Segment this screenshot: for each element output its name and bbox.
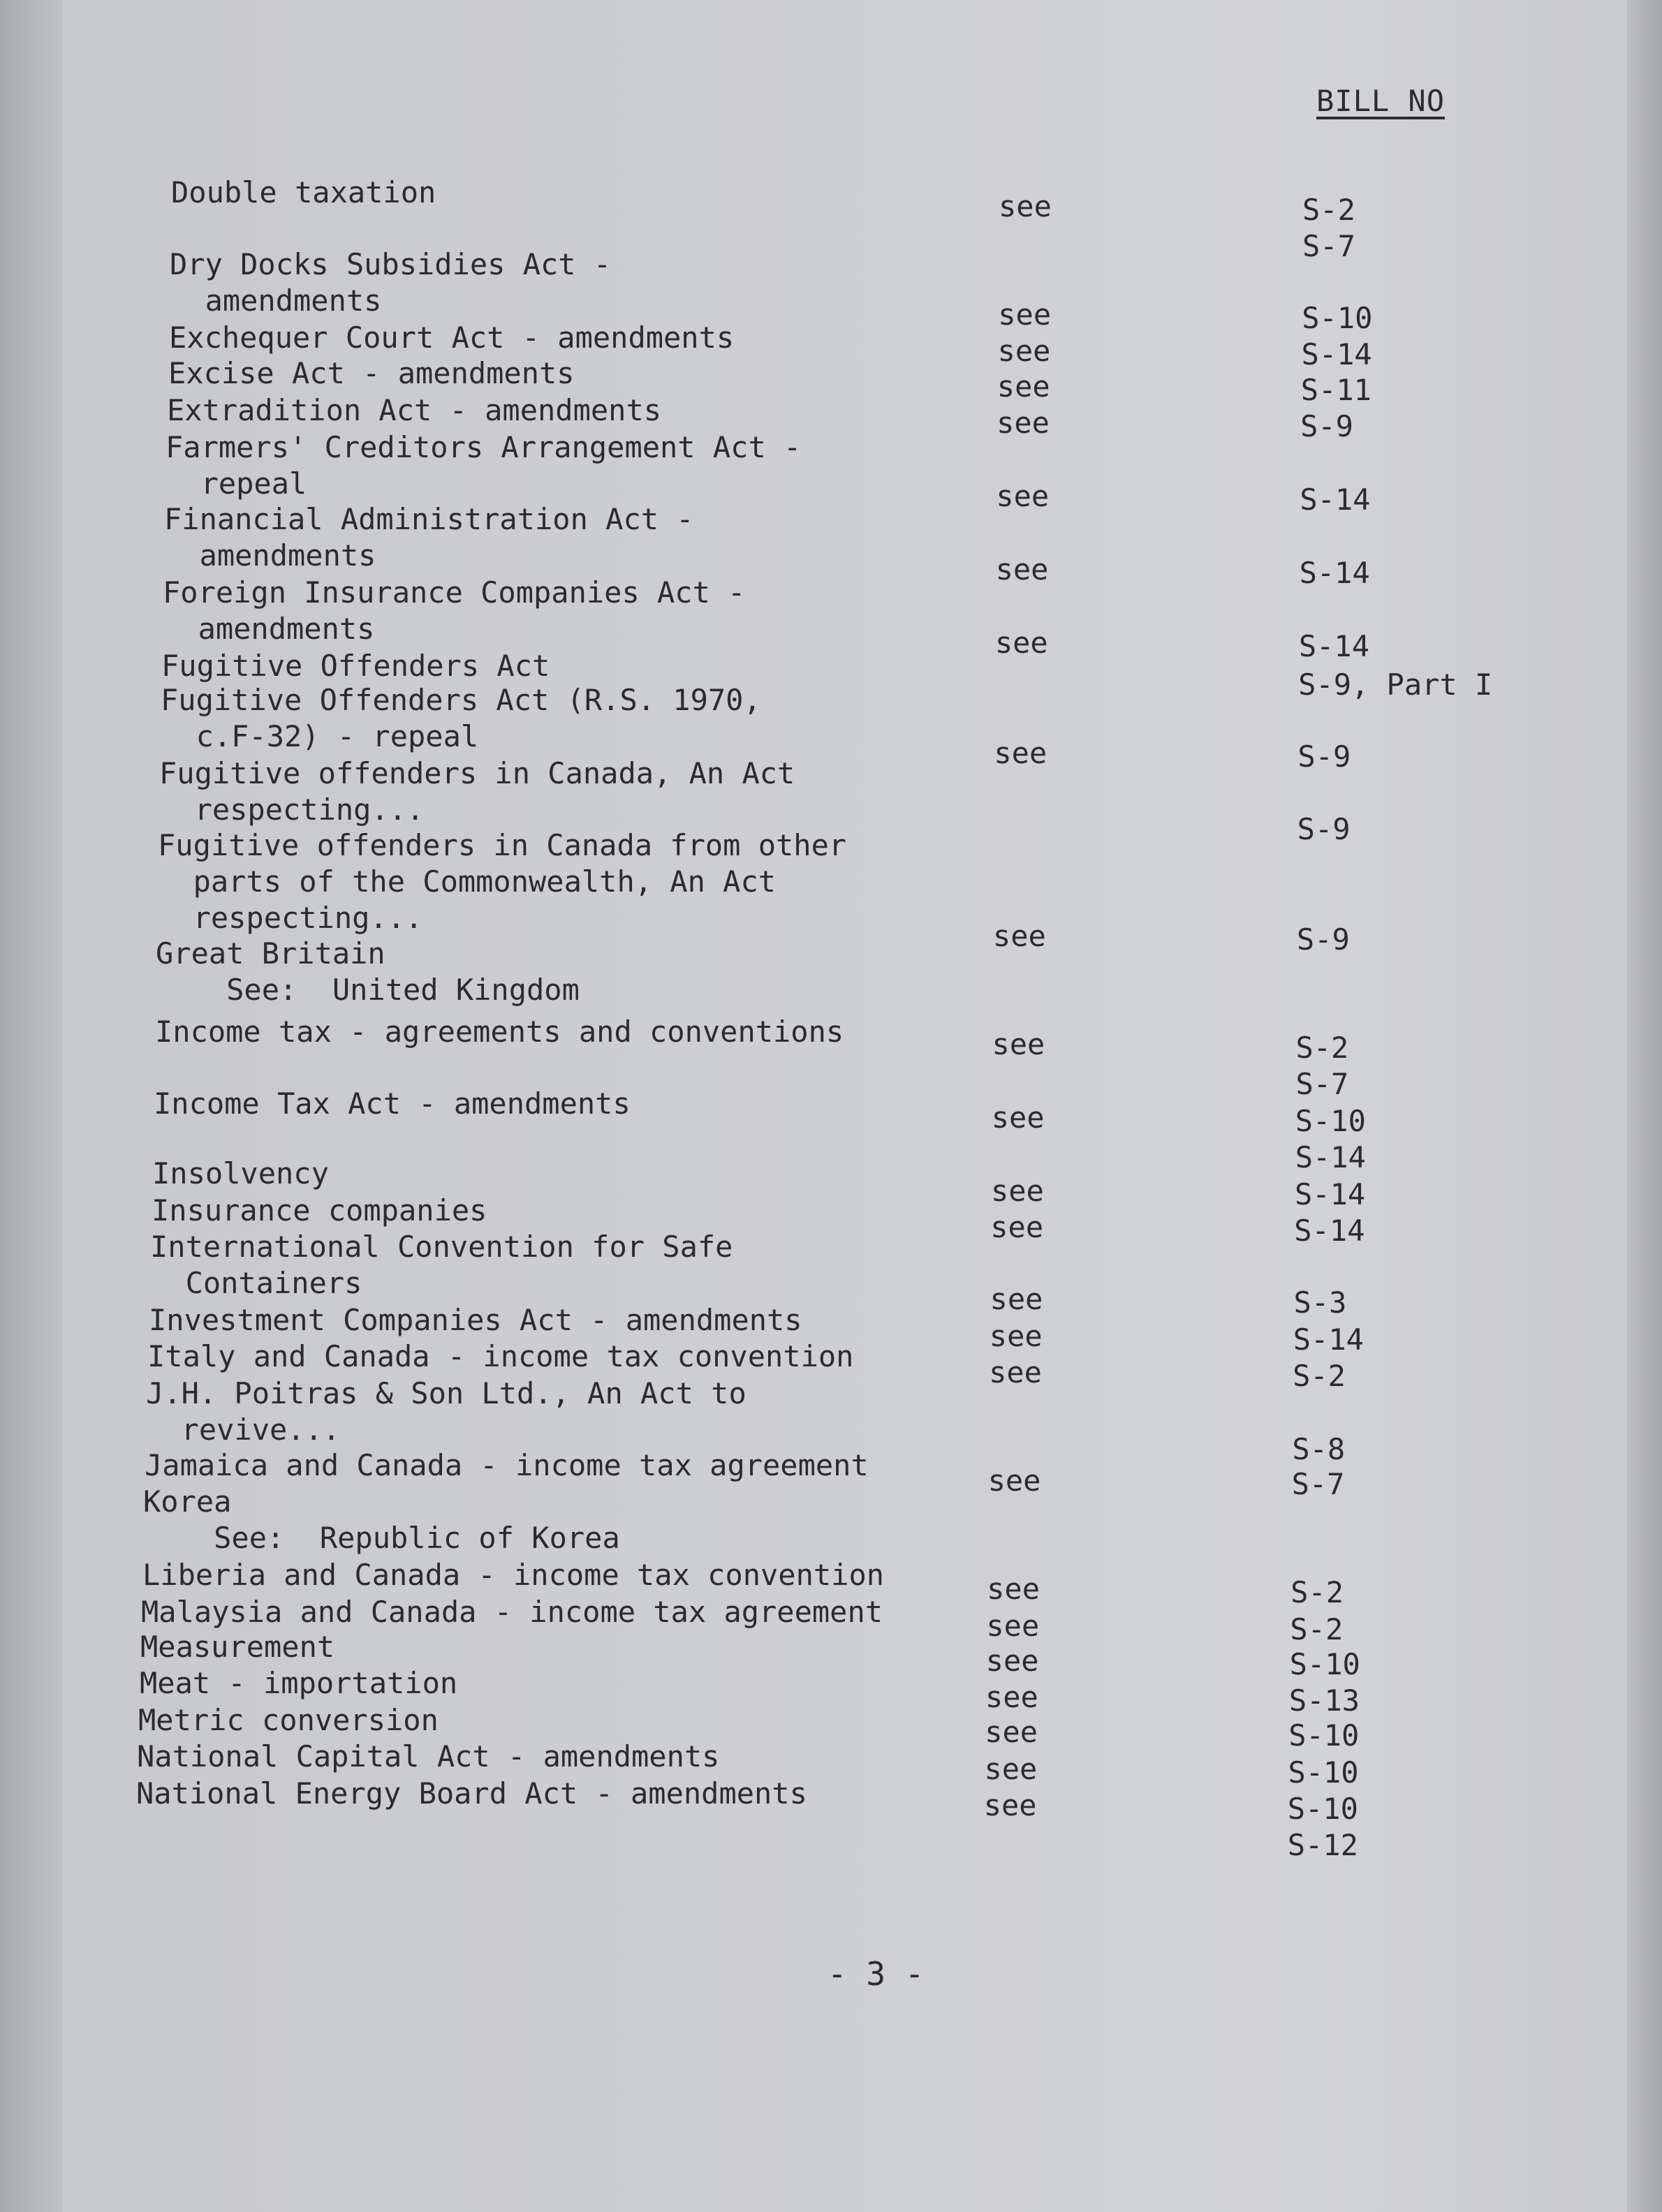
index-entry-subject: Fugitive Offenders Act (R.S. 1970,: [161, 683, 761, 717]
see-reference: see: [985, 1680, 1038, 1714]
index-entry-continuation: See: United Kingdom: [156, 973, 580, 1007]
bill-number: S-7: [1291, 1467, 1345, 1501]
bill-number: S-9: [1297, 812, 1351, 846]
see-reference: see: [983, 1788, 1037, 1822]
bill-number: S-10: [1302, 301, 1373, 335]
index-entry-subject: Fugitive Offenders Act: [161, 649, 550, 683]
index-entry-subject: Foreign Insurance Companies Act -: [163, 575, 746, 610]
index-entry-continuation: amendments: [164, 538, 376, 573]
bill-number: S-9: [1296, 922, 1350, 957]
bill-number: S-10: [1287, 1792, 1358, 1826]
see-reference: see: [997, 369, 1050, 404]
see-reference: see: [999, 189, 1052, 223]
bill-number: S-14: [1295, 1140, 1366, 1174]
index-entry-subject: Malaysia and Canada - income tax agreement: [141, 1595, 883, 1629]
see-reference: see: [987, 1463, 1041, 1498]
see-reference: see: [989, 1355, 1042, 1389]
index-entry-subject: Liberia and Canada - income tax convention: [142, 1558, 885, 1592]
index-entry-subject: Great Britain: [156, 936, 385, 971]
see-reference: see: [989, 1319, 1043, 1353]
index-entry-continuation: respecting...: [159, 792, 425, 827]
index-entry-subject: Measurement: [140, 1630, 335, 1664]
see-reference: see: [992, 1027, 1045, 1061]
bill-number: S-9: [1297, 739, 1351, 774]
index-entry-subject: Farmers' Creditors Arrangement Act -: [166, 430, 802, 464]
index-entry-subject: Fugitive offenders in Canada from other: [158, 828, 847, 862]
bill-number: S-14: [1301, 337, 1372, 371]
bill-number: S-7: [1295, 1067, 1349, 1101]
bill-number: S-2: [1293, 1359, 1346, 1393]
see-reference: see: [992, 919, 1046, 953]
index-entry-subject: Financial Administration Act -: [164, 502, 694, 536]
see-reference: see: [994, 736, 1047, 770]
index-entry-subject: International Convention for Safe: [150, 1230, 733, 1264]
index-entry-subject: Korea: [143, 1484, 232, 1519]
bill-number: S-2: [1302, 193, 1355, 227]
bill-number: S-7: [1302, 229, 1355, 263]
page-number: - 3 -: [828, 1955, 925, 1993]
see-reference: see: [991, 1174, 1044, 1208]
bill-number: S-2: [1295, 1031, 1349, 1065]
bill-number: S-10: [1288, 1755, 1359, 1790]
see-reference: see: [985, 1644, 1039, 1678]
bill-number: S-3: [1293, 1285, 1347, 1320]
index-entry-subject: Dry Docks Subsidies Act -: [170, 247, 612, 281]
index-entry-subject: National Capital Act - amendments: [137, 1739, 720, 1774]
index-entry-subject: Italy and Canada - income tax convention: [147, 1339, 854, 1373]
bill-number: S-10: [1295, 1104, 1366, 1138]
index-entry-continuation: respecting...: [158, 901, 423, 935]
index-entry-subject: Meat - importation: [140, 1666, 458, 1700]
index-entry-subject: J.H. Poitras & Son Ltd., An Act to: [146, 1376, 747, 1410]
index-entry-subject: Jamaica and Canada - income tax agreement: [145, 1448, 869, 1482]
bill-number: S-14: [1294, 1214, 1365, 1248]
see-reference: see: [986, 1609, 1040, 1643]
index-entry-subject: Income tax - agreements and conventions: [155, 1015, 844, 1049]
index-entry-subject: Double taxation: [171, 175, 436, 209]
see-reference: see: [997, 334, 1051, 368]
index-entry-subject: Metric conversion: [138, 1703, 439, 1737]
index-entry-subject: Insolvency: [152, 1156, 329, 1190]
bill-no-column-header: BILL NO: [1316, 84, 1446, 118]
index-entry-continuation: amendments: [170, 283, 382, 318]
index-entry-subject: Fugitive offenders in Canada, An Act: [159, 756, 795, 790]
index-entry-subject: National Energy Board Act - amendments: [136, 1776, 807, 1811]
index-entry-subject: Income Tax Act - amendments: [154, 1086, 631, 1121]
index-entry-subject: Excise Act - amendments: [168, 356, 575, 390]
bill-number: S-9: [1300, 409, 1353, 443]
bill-number: S-2: [1290, 1575, 1344, 1609]
bill-number: S-2: [1290, 1612, 1344, 1646]
bill-number: S-14: [1293, 1322, 1364, 1357]
see-reference: see: [985, 1715, 1038, 1749]
index-entry-subject: Extradition Act - amendments: [167, 393, 662, 427]
index-entry-continuation: Containers: [150, 1266, 362, 1300]
see-reference: see: [991, 1100, 1045, 1135]
index-entry-continuation: parts of the Commonwealth, An Act: [158, 864, 777, 899]
index-entry-continuation: amendments: [163, 612, 375, 646]
index-entry-subject: Exchequer Court Act - amendments: [169, 320, 735, 355]
bill-number: S-8: [1292, 1432, 1346, 1466]
see-reference: see: [984, 1752, 1038, 1786]
bill-number: S-12: [1287, 1828, 1358, 1862]
bill-number: S-9, Part I: [1298, 668, 1493, 702]
see-reference: see: [997, 406, 1050, 440]
see-reference: see: [987, 1572, 1040, 1606]
see-reference: see: [990, 1210, 1044, 1244]
index-entry-subject: Insurance companies: [152, 1193, 487, 1227]
index-entry-continuation: See: Republic of Korea: [143, 1521, 620, 1555]
bill-number: S-13: [1288, 1683, 1360, 1718]
index-entry-continuation: c.F-32) - repeal: [161, 719, 479, 753]
index-entry-subject: Investment Companies Act - amendments: [149, 1303, 802, 1337]
see-reference: see: [998, 297, 1052, 332]
index-entry-continuation: repeal: [166, 466, 307, 501]
bill-number: S-14: [1295, 1177, 1366, 1211]
see-reference: see: [990, 1282, 1043, 1316]
bill-number: S-11: [1300, 373, 1371, 407]
see-reference: see: [995, 552, 1049, 587]
index-entry-continuation: revive...: [146, 1413, 341, 1447]
bill-number: S-14: [1300, 482, 1371, 517]
bill-number: S-14: [1298, 629, 1370, 663]
bill-number: S-10: [1288, 1718, 1360, 1753]
bill-number: S-10: [1289, 1647, 1360, 1681]
bill-number: S-14: [1299, 556, 1370, 590]
see-reference: see: [996, 479, 1050, 513]
see-reference: see: [994, 626, 1048, 660]
